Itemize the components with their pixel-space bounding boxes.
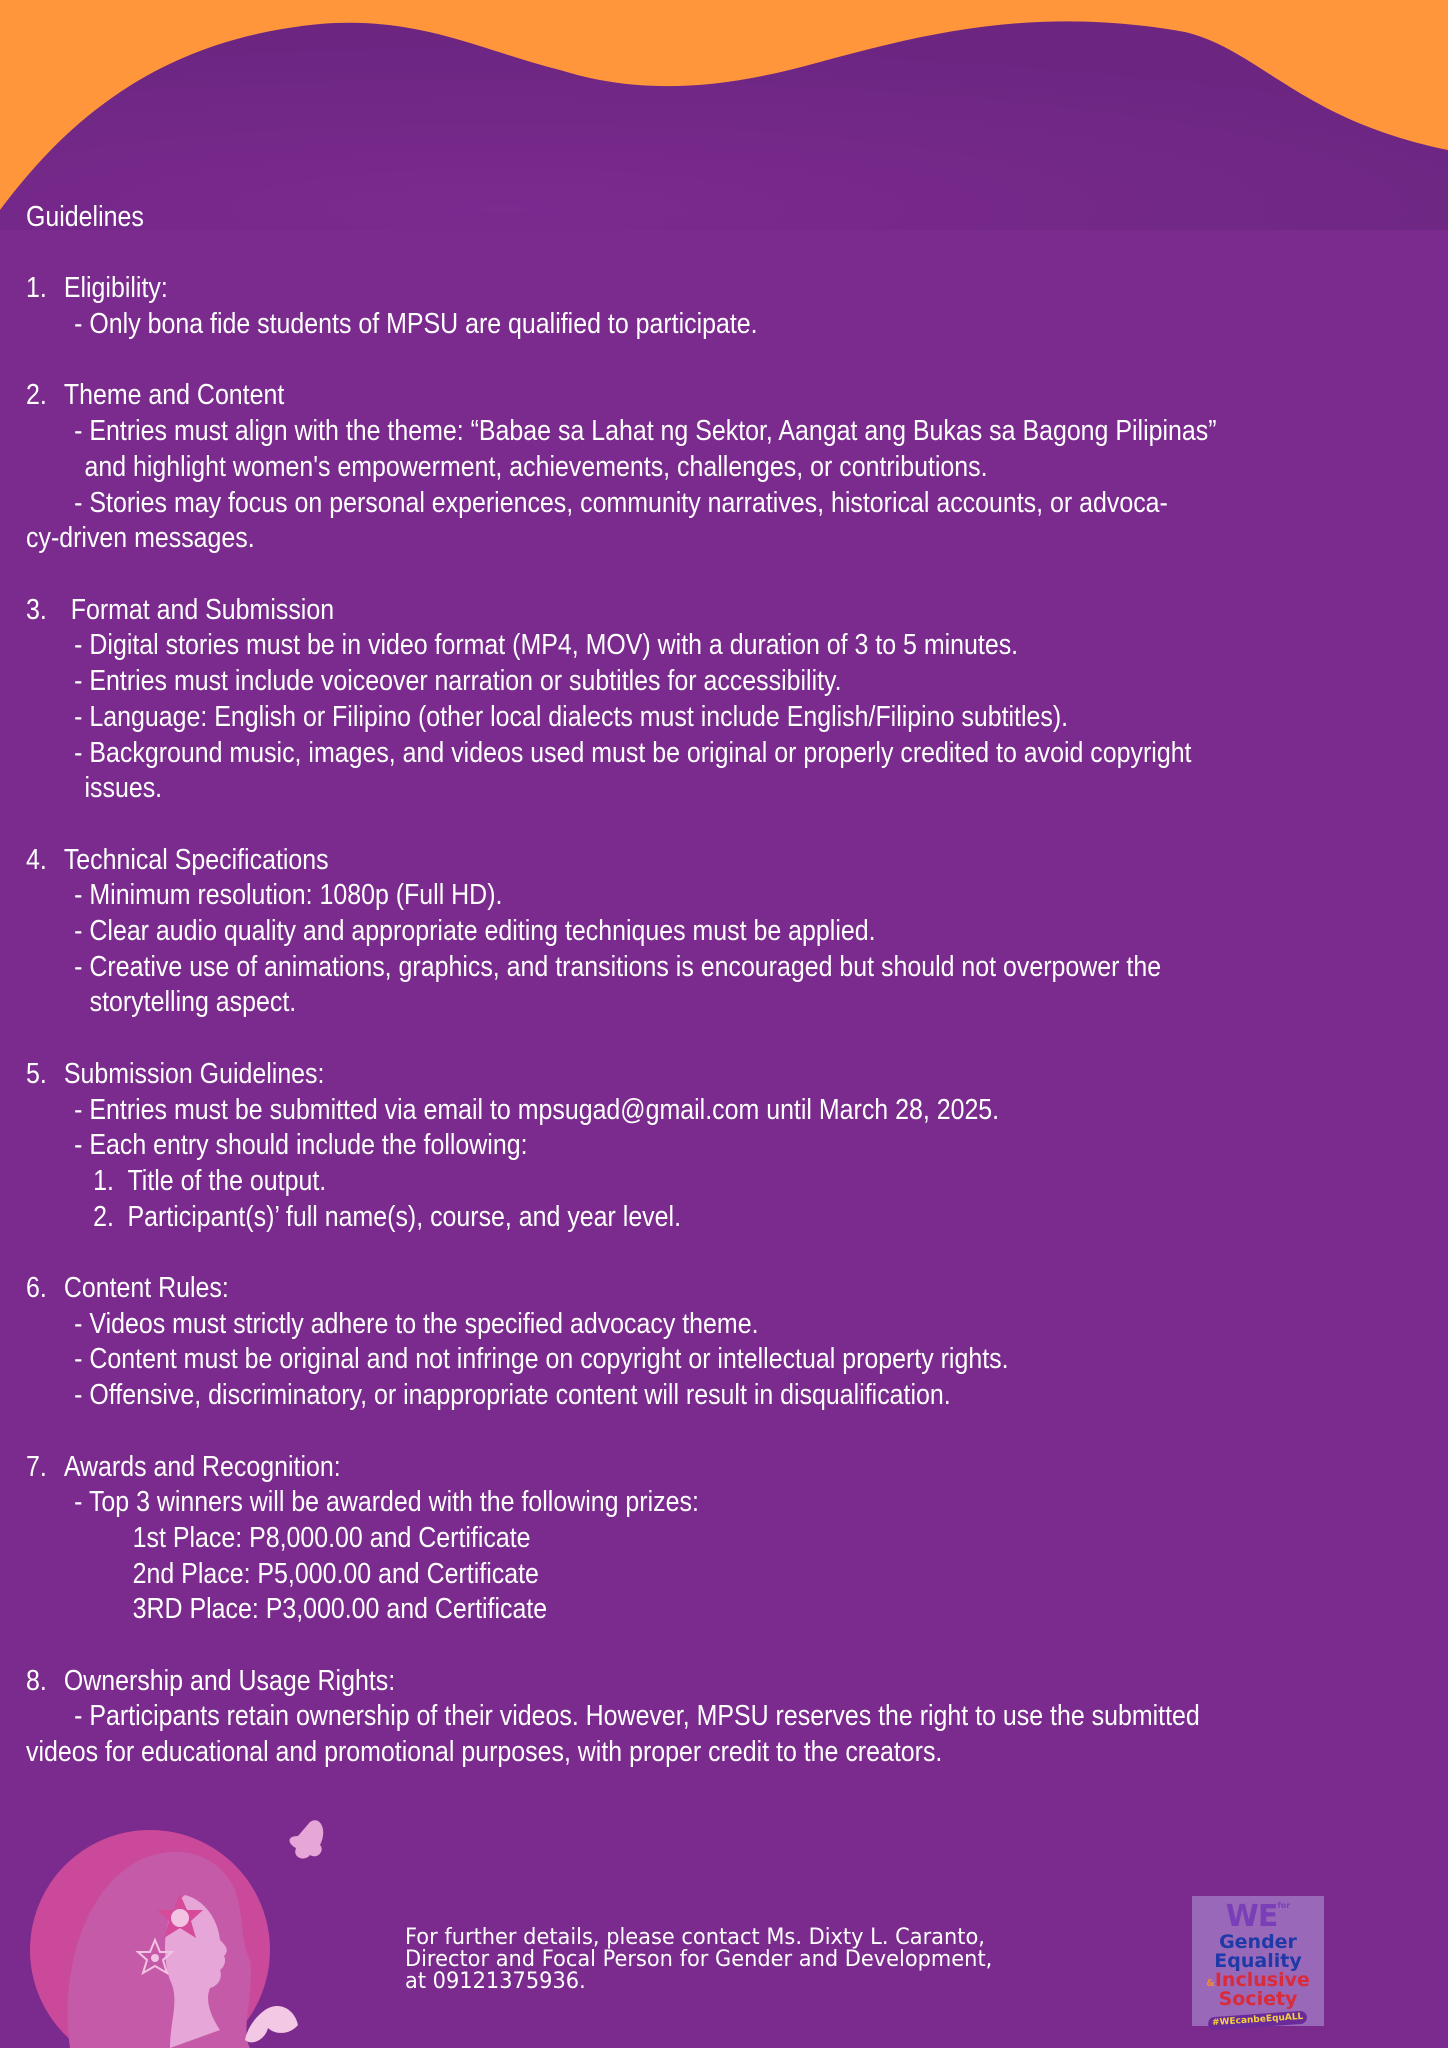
bullet-item: - Entries must include voiceover narration or subtitles for accessibility. xyxy=(74,665,842,698)
contact-line: Director and Focal Person for Gender and Development, xyxy=(405,1946,993,1972)
section-heading: Ownership and Usage Rights: xyxy=(63,1664,396,1697)
bullet-item: - Minimum resolution: 1080p (Full HD). xyxy=(74,879,503,912)
bullet-item: - Background music, images, and videos used must be original or properly credited to avoid copyright xyxy=(74,736,1192,769)
sub-list-text: Participant(s)’ full name(s), course, and year level. xyxy=(127,1200,681,1233)
sub-list-number: 2. xyxy=(93,1200,114,1233)
bullet-item: - Offensive, discriminatory, or inappropriate content will result in disqualification. xyxy=(74,1379,951,1412)
section-number: 5. xyxy=(26,1057,47,1090)
sub-list-number: 1. xyxy=(93,1164,114,1197)
bullet-item: - Only bona fide students of MPSU are qualified to participate. xyxy=(74,308,758,341)
bullet-item: - Creative use of animations, graphics, and transitions is encouraged but should not overpower the xyxy=(74,950,1162,983)
bullet-item: - Participants retain ownership of their videos. However, MPSU reserves the right to use the submitted xyxy=(74,1700,1200,1733)
section-heading: Format and Submission xyxy=(70,593,335,626)
section-content-rules xyxy=(26,1271,1436,1414)
bullet-item: - Digital stories must be in video format (MP4, MOV) with a duration of 3 to 5 minutes. xyxy=(74,629,1019,662)
bullet-continuation: cy-driven messages. xyxy=(26,522,255,555)
section-submission-guidelines xyxy=(26,1057,1436,1236)
logo-we-text: WE xyxy=(1225,1899,1278,1934)
section-title xyxy=(26,1271,1436,1307)
page-title: Guidelines xyxy=(26,201,144,233)
section-eligibility xyxy=(26,271,1436,342)
bullet-item: - Content must be original and not infringe on copyright or intellectual property rights. xyxy=(74,1343,1009,1376)
section-number: 6. xyxy=(26,1272,47,1304)
bullet-continuation: videos for educational and promotional purposes, with proper credit to the creators. xyxy=(26,1736,943,1769)
logo-equality-text: Equality xyxy=(1214,1950,1302,1972)
bullet-item: - Each entry should include the following: xyxy=(74,1129,528,1162)
section-number: 7. xyxy=(26,1450,47,1483)
bullet-continuation: storytelling aspect. xyxy=(89,986,297,1019)
logo-we xyxy=(1196,1899,1320,1934)
section-title xyxy=(26,1664,1436,1700)
section-title xyxy=(26,378,1436,414)
sub-list-item xyxy=(26,1164,1436,1200)
section-heading: Awards and Recognition: xyxy=(63,1450,341,1483)
bullet-item: - Language: English or Filipino (other local dialects must include English/Filipino subtitles). xyxy=(74,700,1069,733)
logo-amp: & xyxy=(1206,1978,1215,1989)
section-title xyxy=(26,1057,1436,1093)
section-heading: Technical Specifications xyxy=(63,843,329,876)
prize-third: 3RD Place: P3,000.00 and Certificate xyxy=(132,1593,548,1626)
section-number: 2. xyxy=(26,379,47,412)
section-heading: Submission Guidelines: xyxy=(63,1057,325,1090)
prize-second: 2nd Place: P5,000.00 and Certificate xyxy=(132,1557,539,1590)
section-heading: Eligibility: xyxy=(63,272,168,305)
gender-equality-logo xyxy=(1192,1896,1324,2029)
contact-info xyxy=(405,1926,1130,1992)
bullet-item: - Top 3 winners will be awarded with the following prizes: xyxy=(74,1486,699,1519)
section-number: 4. xyxy=(26,843,47,876)
logo-society-text: Society xyxy=(1218,1988,1298,2010)
section-theme-content xyxy=(26,378,1436,557)
bullet-continuation: issues. xyxy=(84,772,163,805)
section-ownership xyxy=(26,1664,1436,1771)
section-format-submission xyxy=(26,593,1436,807)
bullet-item: - Clear audio quality and appropriate editing techniques must be applied. xyxy=(74,915,876,947)
section-heading: Theme and Content xyxy=(63,379,285,412)
bullet-item: - Stories may focus on personal experiences, community narratives, historical accounts, or advoca- xyxy=(74,486,1168,519)
section-awards xyxy=(26,1450,1436,1629)
bullet-continuation: and highlight women's empowerment, achievements, challenges, or contributions. xyxy=(84,450,988,483)
butterfly-icon xyxy=(290,1820,324,1858)
contact-line-phone: at 09121375936. xyxy=(405,1968,586,1994)
section-number: 8. xyxy=(26,1664,47,1697)
section-title xyxy=(26,843,1436,879)
section-title xyxy=(26,1450,1436,1486)
woman-profile-illustration xyxy=(20,1800,340,2048)
guidelines-content xyxy=(26,200,1436,1807)
sub-list-item xyxy=(26,1200,1436,1236)
sub-list-text: Title of the output. xyxy=(127,1164,327,1197)
bullet-item-email: - Entries must be submitted via email to mpsugad@gmail.com until March 28, 2025. xyxy=(74,1093,1000,1126)
contact-line: For further details, please contact Ms. Dixty L. Caranto, xyxy=(405,1924,985,1950)
logo-for-text: for xyxy=(1277,1901,1291,1910)
section-title xyxy=(26,271,1436,307)
section-heading: Content Rules: xyxy=(63,1272,229,1304)
prize-first: 1st Place: P8,000.00 and Certificate xyxy=(132,1521,531,1554)
section-technical-specifications xyxy=(26,843,1436,1022)
bullet-item: - Entries must align with the theme: “Babae sa Lahat ng Sektor, Aangat ang Bukas sa Bagong Pilipinas” xyxy=(74,415,1217,448)
logo-gender-text: Gender xyxy=(1219,1931,1297,1953)
section-title xyxy=(26,593,1436,629)
top-wave-decoration xyxy=(0,0,1448,230)
section-number: 1. xyxy=(26,272,47,305)
bullet-item: - Videos must strictly adhere to the specified advocacy theme. xyxy=(74,1307,759,1340)
logo-inclusive-text: Inclusive xyxy=(1214,1969,1310,1991)
logo-hashtag: #WEcanbeEquALL xyxy=(1208,2011,1308,2031)
section-number: 3. xyxy=(26,593,47,626)
